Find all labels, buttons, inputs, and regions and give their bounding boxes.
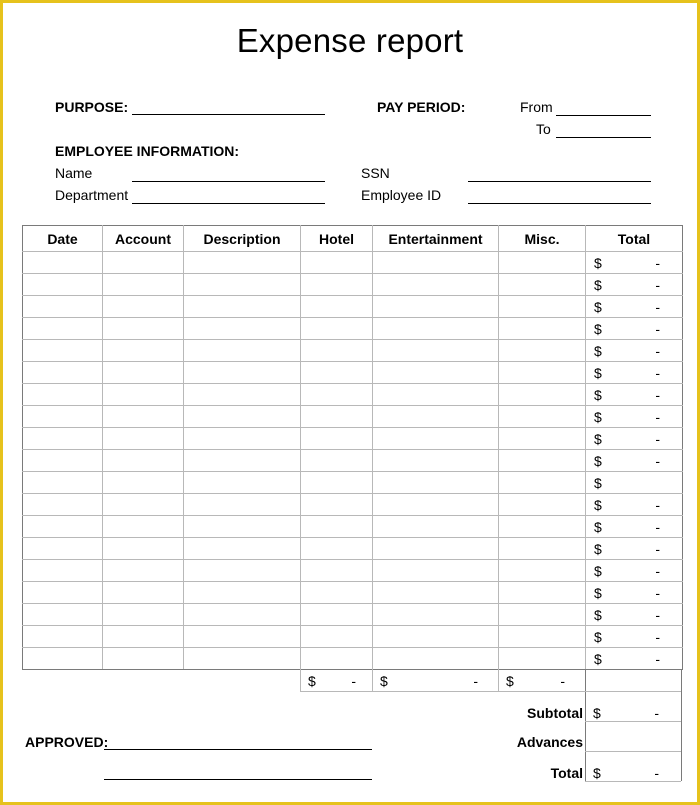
expense-table (22, 225, 683, 670)
table-row (23, 318, 683, 340)
entertainment-cell[interactable] (373, 604, 499, 626)
row-total-amount (586, 453, 682, 469)
entertainment-total-value: - (473, 673, 478, 689)
entertainment-cell[interactable] (373, 296, 499, 318)
row-total-currency: $ (594, 408, 602, 425)
account-cell[interactable] (103, 384, 184, 406)
entertainment-cell[interactable] (373, 340, 499, 362)
page-title: Expense report (236, 22, 464, 59)
date-cell[interactable] (23, 274, 103, 296)
divider (585, 721, 681, 722)
row-total-cell[interactable] (586, 538, 683, 560)
description-cell[interactable] (184, 296, 301, 318)
description-cell[interactable] (184, 648, 301, 670)
table-row (23, 428, 683, 450)
misc-total-currency: $ (506, 673, 514, 689)
row-total-cell[interactable] (586, 626, 683, 648)
purpose-field[interactable] (132, 114, 325, 115)
row-total-amount (586, 343, 682, 359)
row-total-cell[interactable] (586, 406, 683, 428)
hotel-cell[interactable] (301, 406, 373, 428)
hotel-cell[interactable] (301, 428, 373, 450)
description-cell[interactable] (184, 516, 301, 538)
hotel-cell[interactable] (301, 538, 373, 560)
row-total-currency: $ (594, 452, 602, 469)
account-cell[interactable] (103, 472, 184, 494)
hotel-cell[interactable] (301, 296, 373, 318)
date-cell[interactable] (23, 626, 103, 648)
row-total-value: - (655, 364, 660, 381)
table-row (23, 472, 683, 494)
misc-cell[interactable] (499, 406, 586, 428)
row-total-currency: $ (594, 518, 602, 535)
misc-total-value: - (560, 673, 565, 689)
account-cell[interactable] (103, 428, 184, 450)
row-total-cell[interactable] (586, 252, 683, 274)
account-cell[interactable] (103, 406, 184, 428)
department-label: Department (55, 187, 129, 203)
row-total-currency: $ (594, 254, 602, 271)
row-total-value: - (655, 408, 660, 425)
row-total-amount (586, 629, 682, 645)
table-row (23, 450, 683, 472)
date-cell[interactable] (23, 450, 103, 472)
divider (681, 669, 682, 781)
hotel-total-currency: $ (308, 673, 316, 689)
description-cell[interactable] (184, 582, 301, 604)
table-row (23, 340, 683, 362)
row-total-amount (586, 651, 682, 667)
misc-cell[interactable] (499, 648, 586, 670)
row-total-value: - (655, 650, 660, 667)
row-total-value: - (655, 386, 660, 403)
hotel-cell[interactable] (301, 604, 373, 626)
row-total-cell[interactable] (586, 516, 683, 538)
date-cell[interactable] (23, 604, 103, 626)
account-cell[interactable] (103, 450, 184, 472)
date-cell[interactable] (23, 538, 103, 560)
hotel-cell[interactable] (301, 472, 373, 494)
subtotal-currency: $ (593, 705, 601, 721)
hotel-total-value: - (351, 673, 356, 689)
pay-period-label: PAY PERIOD: (377, 99, 466, 115)
row-total-amount (586, 519, 682, 535)
row-total-currency: $ (594, 496, 602, 513)
account-cell[interactable] (103, 274, 184, 296)
from-field[interactable] (556, 115, 651, 116)
account-cell[interactable] (103, 582, 184, 604)
date-cell[interactable] (23, 494, 103, 516)
row-total-cell[interactable] (586, 362, 683, 384)
misc-cell[interactable] (499, 252, 586, 274)
hotel-cell[interactable] (301, 450, 373, 472)
row-total-value: - (655, 540, 660, 557)
row-total-cell[interactable] (586, 604, 683, 626)
date-cell[interactable] (23, 560, 103, 582)
column-header-entertainment: Entertainment (373, 226, 499, 252)
row-total-value: - (655, 276, 660, 293)
ssn-label: SSN (361, 165, 390, 181)
column-header-description: Description (184, 226, 301, 252)
column-header-misc: Misc. (499, 226, 586, 252)
row-total-amount (586, 365, 682, 381)
misc-cell[interactable] (499, 318, 586, 340)
hotel-cell[interactable] (301, 318, 373, 340)
misc-cell[interactable] (499, 560, 586, 582)
description-cell[interactable] (184, 252, 301, 274)
entertainment-cell[interactable] (373, 516, 499, 538)
row-total-value: - (655, 562, 660, 579)
row-total-amount (586, 563, 682, 579)
date-cell[interactable] (23, 582, 103, 604)
row-total-value: - (655, 254, 660, 271)
hotel-cell[interactable] (301, 362, 373, 384)
entertainment-cell[interactable] (373, 626, 499, 648)
entertainment-cell[interactable] (373, 472, 499, 494)
row-total-cell[interactable] (586, 428, 683, 450)
date-cell[interactable] (23, 384, 103, 406)
grand-total-value: - (654, 765, 659, 781)
row-total-value: - (655, 452, 660, 469)
entertainment-cell[interactable] (373, 428, 499, 450)
entertainment-cell[interactable] (373, 648, 499, 670)
description-cell[interactable] (184, 318, 301, 340)
date-cell[interactable] (23, 252, 103, 274)
hotel-cell[interactable] (301, 252, 373, 274)
row-total-currency: $ (594, 430, 602, 447)
divider (300, 691, 585, 692)
column-header-date: Date (23, 226, 103, 252)
approved-date-line[interactable] (104, 779, 372, 780)
row-total-currency: $ (594, 386, 602, 403)
row-total-currency: $ (594, 364, 602, 381)
row-total-amount (586, 299, 682, 315)
misc-total-cell[interactable] (498, 670, 585, 692)
divider (300, 669, 301, 691)
account-cell[interactable] (103, 516, 184, 538)
employee-id-label: Employee ID (361, 187, 442, 203)
misc-cell[interactable] (499, 428, 586, 450)
row-total-amount (586, 607, 682, 623)
account-cell[interactable] (103, 538, 184, 560)
table-row (23, 516, 683, 538)
row-total-amount (586, 585, 682, 601)
table-header-row (23, 226, 683, 252)
row-total-value: - (655, 584, 660, 601)
row-total-cell[interactable] (586, 340, 683, 362)
misc-cell[interactable] (499, 450, 586, 472)
table-row (23, 252, 683, 274)
description-cell[interactable] (184, 560, 301, 582)
column-header-hotel: Hotel (301, 226, 373, 252)
misc-cell[interactable] (499, 516, 586, 538)
row-total-amount (586, 409, 682, 425)
row-total-cell[interactable] (586, 384, 683, 406)
entertainment-cell[interactable] (373, 274, 499, 296)
misc-cell[interactable] (499, 494, 586, 516)
description-cell[interactable] (184, 494, 301, 516)
row-total-value: - (655, 606, 660, 623)
account-cell[interactable] (103, 318, 184, 340)
misc-cell[interactable] (499, 582, 586, 604)
description-cell[interactable] (184, 472, 301, 494)
hotel-cell[interactable] (301, 274, 373, 296)
divider (585, 781, 681, 782)
department-field[interactable] (132, 203, 325, 204)
divider (585, 751, 681, 752)
misc-cell[interactable] (499, 384, 586, 406)
subtotal-value-cell[interactable] (585, 705, 681, 721)
row-total-currency: $ (594, 562, 602, 579)
to-field[interactable] (556, 137, 651, 138)
account-cell[interactable] (103, 296, 184, 318)
subtotal-value: - (654, 705, 659, 721)
hotel-cell[interactable] (301, 516, 373, 538)
entertainment-cell[interactable] (373, 406, 499, 428)
row-total-currency: $ (594, 540, 602, 557)
table-row (23, 406, 683, 428)
description-cell[interactable] (184, 274, 301, 296)
divider (498, 669, 499, 691)
entertainment-total-cell[interactable] (372, 670, 498, 692)
date-cell[interactable] (23, 648, 103, 670)
grand-total-value-cell[interactable] (585, 765, 681, 781)
description-cell[interactable] (184, 406, 301, 428)
divider (585, 691, 681, 692)
row-total-value: - (655, 320, 660, 337)
hotel-cell[interactable] (301, 648, 373, 670)
grand-total-currency: $ (593, 765, 601, 781)
description-cell[interactable] (184, 604, 301, 626)
misc-cell[interactable] (499, 604, 586, 626)
hotel-cell[interactable] (301, 340, 373, 362)
account-cell[interactable] (103, 252, 184, 274)
hotel-total-cell[interactable] (300, 670, 372, 692)
date-cell[interactable] (23, 318, 103, 340)
date-cell[interactable] (23, 362, 103, 384)
approved-label: APPROVED: (25, 734, 109, 750)
total-label: Total (550, 765, 583, 781)
table-row (23, 538, 683, 560)
row-total-cell[interactable] (586, 472, 683, 494)
hotel-cell[interactable] (301, 494, 373, 516)
divider (372, 669, 373, 691)
row-total-value: - (655, 298, 660, 315)
row-total-currency: $ (594, 342, 602, 359)
entertainment-cell[interactable] (373, 538, 499, 560)
table-row (23, 604, 683, 626)
date-cell[interactable] (23, 472, 103, 494)
description-cell[interactable] (184, 362, 301, 384)
table-row (23, 494, 683, 516)
row-total-currency: $ (594, 474, 602, 491)
column-header-total: Total (586, 226, 683, 252)
row-total-amount (586, 277, 682, 293)
entertainment-cell[interactable] (373, 560, 499, 582)
description-cell[interactable] (184, 538, 301, 560)
row-total-amount (586, 475, 682, 491)
row-total-amount (586, 431, 682, 447)
row-total-currency: $ (594, 276, 602, 293)
description-cell[interactable] (184, 384, 301, 406)
row-total-amount (586, 255, 682, 271)
table-row (23, 582, 683, 604)
table-row (23, 626, 683, 648)
account-cell[interactable] (103, 626, 184, 648)
misc-cell[interactable] (499, 340, 586, 362)
misc-cell[interactable] (499, 538, 586, 560)
row-total-cell[interactable] (586, 274, 683, 296)
entertainment-cell[interactable] (373, 582, 499, 604)
description-cell[interactable] (184, 428, 301, 450)
misc-cell[interactable] (499, 296, 586, 318)
row-total-cell[interactable] (586, 296, 683, 318)
account-cell[interactable] (103, 340, 184, 362)
misc-cell[interactable] (499, 274, 586, 296)
employee-information-label: EMPLOYEE INFORMATION: (55, 143, 240, 159)
row-total-amount (586, 497, 682, 513)
table-row (23, 362, 683, 384)
ssn-field[interactable] (468, 181, 651, 182)
description-cell[interactable] (184, 340, 301, 362)
row-total-value: - (655, 342, 660, 359)
table-row (23, 648, 683, 670)
account-cell[interactable] (103, 604, 184, 626)
date-cell[interactable] (23, 516, 103, 538)
row-total-amount (586, 387, 682, 403)
from-label: From (520, 99, 553, 115)
row-total-currency: $ (594, 628, 602, 645)
row-total-cell[interactable] (586, 648, 683, 670)
row-total-currency: $ (594, 298, 602, 315)
entertainment-cell[interactable] (373, 450, 499, 472)
description-cell[interactable] (184, 626, 301, 648)
table-row (23, 296, 683, 318)
account-cell[interactable] (103, 648, 184, 670)
table-row (23, 274, 683, 296)
advances-value-cell[interactable] (585, 734, 681, 750)
row-total-cell[interactable] (586, 450, 683, 472)
account-cell[interactable] (103, 494, 184, 516)
date-cell[interactable] (23, 428, 103, 450)
table-row (23, 560, 683, 582)
entertainment-cell[interactable] (373, 362, 499, 384)
description-cell[interactable] (184, 450, 301, 472)
hotel-cell[interactable] (301, 560, 373, 582)
date-cell[interactable] (23, 340, 103, 362)
entertainment-cell[interactable] (373, 252, 499, 274)
hotel-cell[interactable] (301, 384, 373, 406)
approved-signature-line[interactable] (104, 749, 372, 750)
row-total-amount (586, 541, 682, 557)
row-total-value: - (655, 518, 660, 535)
row-total-cell[interactable] (586, 582, 683, 604)
advances-label: Advances (516, 734, 583, 750)
purpose-label: PURPOSE: (55, 99, 129, 115)
misc-cell[interactable] (499, 626, 586, 648)
to-label: To (536, 121, 551, 137)
row-total-currency: $ (594, 584, 602, 601)
entertainment-total-currency: $ (380, 673, 388, 689)
misc-cell[interactable] (499, 362, 586, 384)
date-cell[interactable] (23, 406, 103, 428)
name-field[interactable] (132, 181, 325, 182)
row-total-value: - (655, 496, 660, 513)
hotel-cell[interactable] (301, 582, 373, 604)
entertainment-cell[interactable] (373, 494, 499, 516)
name-label: Name (55, 165, 93, 181)
hotel-cell[interactable] (301, 626, 373, 648)
row-total-amount (586, 321, 682, 337)
account-cell[interactable] (103, 362, 184, 384)
row-total-currency: $ (594, 606, 602, 623)
employee-id-field[interactable] (468, 203, 651, 204)
row-total-currency: $ (594, 650, 602, 667)
entertainment-cell[interactable] (373, 384, 499, 406)
entertainment-cell[interactable] (373, 318, 499, 340)
row-total-value: - (655, 430, 660, 447)
row-total-cell[interactable] (586, 318, 683, 340)
row-total-currency: $ (594, 320, 602, 337)
subtotal-label: Subtotal (527, 705, 583, 721)
table-row (23, 384, 683, 406)
row-total-value: - (655, 628, 660, 645)
misc-cell[interactable] (499, 472, 586, 494)
date-cell[interactable] (23, 296, 103, 318)
row-total-cell[interactable] (586, 494, 683, 516)
row-total-cell[interactable] (586, 560, 683, 582)
column-header-account: Account (103, 226, 184, 252)
account-cell[interactable] (103, 560, 184, 582)
